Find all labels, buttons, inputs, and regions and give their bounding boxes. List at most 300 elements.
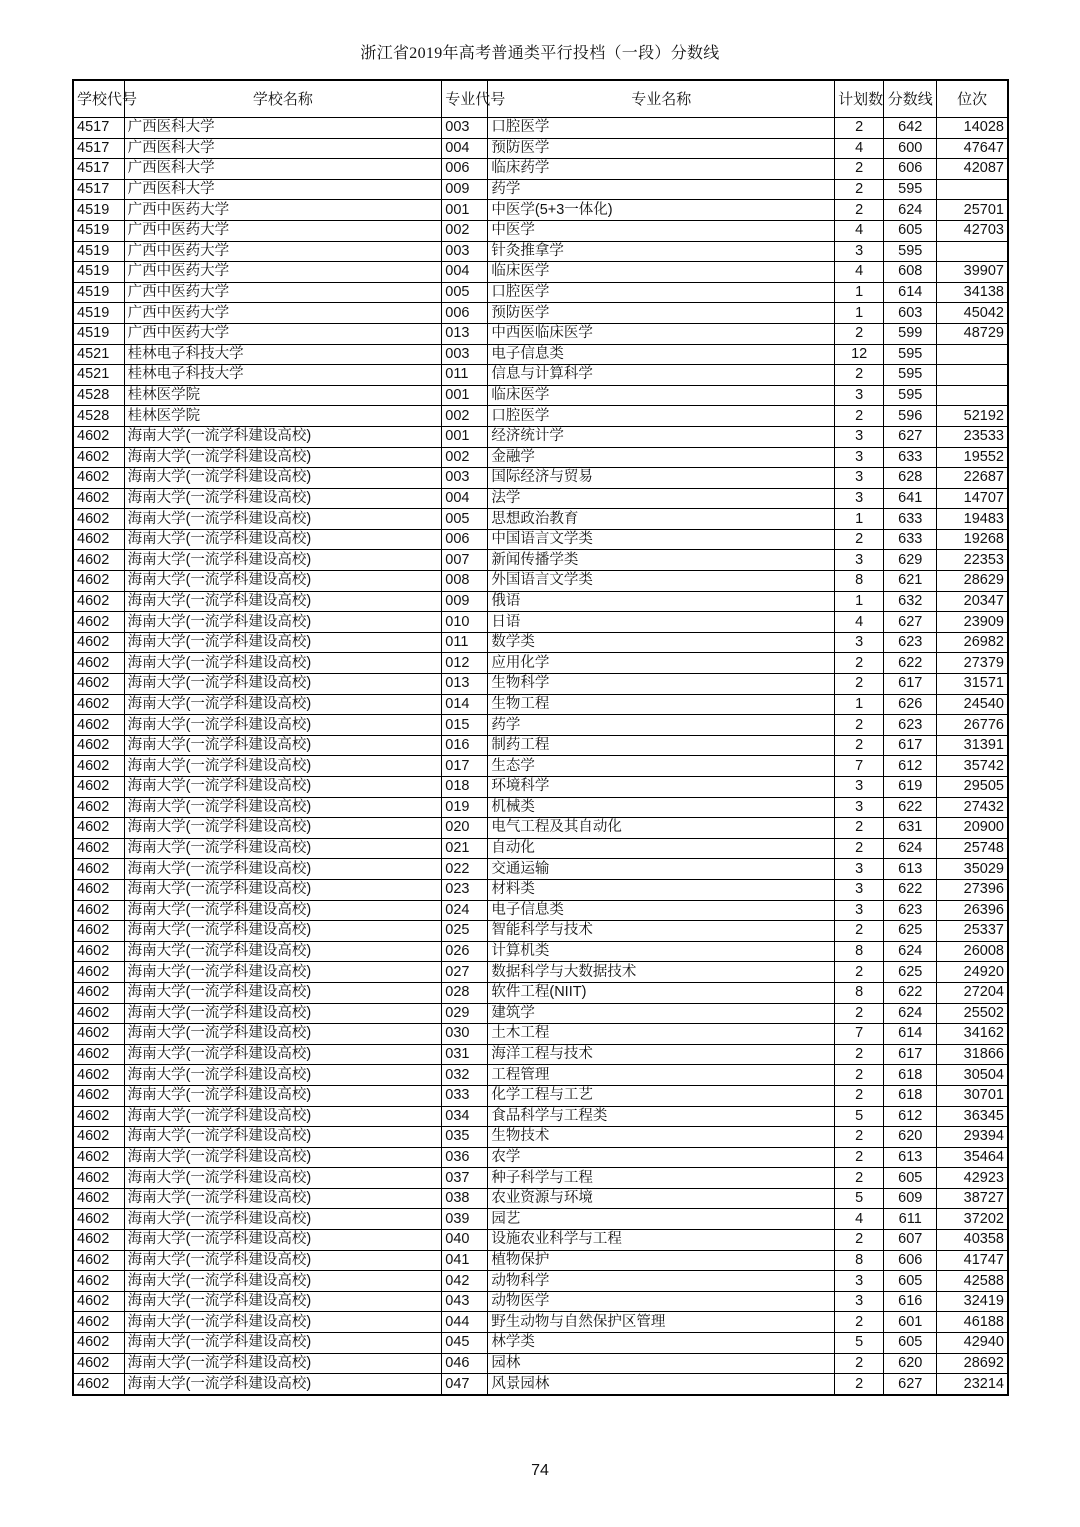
cell-plan: 2 [835,1374,884,1395]
cell-major-code: 017 [442,756,488,777]
cell-score: 612 [884,756,937,777]
cell-rank: 42703 [937,220,1008,241]
cell-school-name: 海南大学(一流学科建设高校) [124,756,442,777]
cell-rank [937,385,1008,406]
cell-school-name: 海南大学(一流学科建设高校) [124,426,442,447]
cell-major-code: 006 [442,159,488,180]
cell-plan: 2 [835,200,884,221]
page-number: 74 [531,1462,549,1479]
cell-school-code: 4602 [73,1353,124,1374]
cell-major-name: 建筑学 [488,1003,835,1024]
table-row [73,735,1008,756]
cell-school-code: 4602 [73,426,124,447]
cell-major-code: 009 [442,179,488,200]
cell-major-code: 003 [442,118,488,139]
cell-major-name: 林学类 [488,1333,835,1354]
cell-school-code: 4602 [73,1250,124,1271]
cell-school-name: 海南大学(一流学科建设高校) [124,859,442,880]
cell-school-code: 4602 [73,879,124,900]
cell-school-code: 4602 [73,1333,124,1354]
cell-plan: 2 [835,1230,884,1251]
cell-school-code: 4602 [73,1188,124,1209]
cell-major-name: 农业资源与环境 [488,1188,835,1209]
cell-major-code: 020 [442,818,488,839]
cell-school-name: 海南大学(一流学科建设高校) [124,879,442,900]
table-row [73,303,1008,324]
cell-plan: 1 [835,303,884,324]
cell-school-name: 海南大学(一流学科建设高校) [124,1250,442,1271]
cell-major-name: 生物科学 [488,674,835,695]
cell-score: 605 [884,220,937,241]
cell-major-code: 043 [442,1291,488,1312]
cell-school-code: 4602 [73,1230,124,1251]
cell-rank: 28629 [937,571,1008,592]
cell-school-name: 海南大学(一流学科建设高校) [124,1353,442,1374]
cell-rank: 28692 [937,1353,1008,1374]
cell-rank: 42923 [937,1168,1008,1189]
cell-plan: 2 [835,715,884,736]
cell-rank: 40358 [937,1230,1008,1251]
cell-school-name: 广西中医药大学 [124,200,442,221]
cell-school-code: 4602 [73,900,124,921]
cell-major-name: 软件工程(NIIT) [488,982,835,1003]
cell-rank: 37202 [937,1209,1008,1230]
cell-major-code: 013 [442,323,488,344]
cell-school-code: 4602 [73,694,124,715]
cell-school-code: 4602 [73,591,124,612]
cell-plan: 8 [835,571,884,592]
cell-plan: 3 [835,797,884,818]
cell-plan: 3 [835,385,884,406]
cell-major-name: 临床医学 [488,385,835,406]
cell-major-name: 化学工程与工艺 [488,1085,835,1106]
cell-rank: 26776 [937,715,1008,736]
cell-major-code: 026 [442,941,488,962]
cell-score: 624 [884,838,937,859]
cell-rank: 42087 [937,159,1008,180]
table-row [73,1271,1008,1292]
cell-plan: 3 [835,447,884,468]
cell-school-code: 4602 [73,1044,124,1065]
cell-major-name: 法学 [488,488,835,509]
cell-score: 620 [884,1127,937,1148]
cell-major-name: 设施农业科学与工程 [488,1230,835,1251]
cell-plan: 4 [835,612,884,633]
cell-school-code: 4602 [73,1085,124,1106]
cell-school-name: 桂林医学院 [124,385,442,406]
cell-major-code: 003 [442,468,488,489]
cell-rank: 26396 [937,900,1008,921]
cell-major-name: 临床药学 [488,159,835,180]
cell-school-code: 4602 [73,982,124,1003]
cell-rank: 14707 [937,488,1008,509]
cell-score: 618 [884,1085,937,1106]
cell-major-code: 022 [442,859,488,880]
cell-score: 613 [884,1147,937,1168]
cell-plan: 7 [835,1024,884,1045]
cell-plan: 3 [835,632,884,653]
cell-rank: 35742 [937,756,1008,777]
cell-plan: 2 [835,962,884,983]
cell-school-name: 海南大学(一流学科建设高校) [124,900,442,921]
cell-school-name: 海南大学(一流学科建设高校) [124,818,442,839]
cell-major-name: 中医学 [488,220,835,241]
cell-score: 617 [884,674,937,695]
cell-score: 627 [884,612,937,633]
cell-school-code: 4602 [73,1374,124,1395]
cell-school-code: 4602 [73,1106,124,1127]
cell-rank: 24920 [937,962,1008,983]
cell-plan: 8 [835,982,884,1003]
cell-score: 611 [884,1209,937,1230]
cell-school-name: 桂林医学院 [124,406,442,427]
cell-major-name: 智能科学与技术 [488,921,835,942]
cell-major-name: 生物工程 [488,694,835,715]
table-row [73,118,1008,139]
cell-score: 606 [884,159,937,180]
cell-major-name: 口腔医学 [488,282,835,303]
cell-major-code: 028 [442,982,488,1003]
cell-rank: 34162 [937,1024,1008,1045]
cell-rank: 39907 [937,262,1008,283]
cell-school-code: 4602 [73,1209,124,1230]
cell-major-code: 002 [442,406,488,427]
cell-school-name: 海南大学(一流学科建设高校) [124,571,442,592]
cell-plan: 2 [835,1065,884,1086]
cell-score: 623 [884,632,937,653]
cell-score: 622 [884,982,937,1003]
table-row [73,200,1008,221]
cell-school-name: 海南大学(一流学科建设高校) [124,797,442,818]
cell-plan: 2 [835,838,884,859]
document-title: 浙江省2019年高考普通类平行投档（一段）分数线 [360,45,720,62]
cell-school-code: 4519 [73,282,124,303]
cell-school-code: 4602 [73,550,124,571]
cell-rank: 25502 [937,1003,1008,1024]
cell-score: 626 [884,694,937,715]
cell-major-name: 电气工程及其自动化 [488,818,835,839]
cell-major-name: 野生动物与自然保护区管理 [488,1312,835,1333]
cell-major-name: 交通运输 [488,859,835,880]
cell-major-name: 金融学 [488,447,835,468]
cell-rank: 42940 [937,1333,1008,1354]
table-row [73,1147,1008,1168]
cell-major-name: 生物技术 [488,1127,835,1148]
cell-score: 642 [884,118,937,139]
cell-major-code: 005 [442,509,488,530]
cell-plan: 3 [835,241,884,262]
cell-plan: 3 [835,1291,884,1312]
cell-school-code: 4519 [73,241,124,262]
table-row [73,447,1008,468]
cell-rank: 32419 [937,1291,1008,1312]
cell-school-code: 4602 [73,1127,124,1148]
cell-rank: 38727 [937,1188,1008,1209]
cell-rank: 20347 [937,591,1008,612]
cell-plan: 3 [835,488,884,509]
cell-major-name: 预防医学 [488,138,835,159]
cell-school-name: 广西中医药大学 [124,241,442,262]
cell-score: 633 [884,509,937,530]
cell-score: 595 [884,241,937,262]
cell-plan: 2 [835,529,884,550]
table-row [73,1333,1008,1354]
cell-major-name: 数据科学与大数据技术 [488,962,835,983]
cell-major-name: 电子信息类 [488,900,835,921]
cell-score: 619 [884,777,937,798]
table-row [73,756,1008,777]
cell-school-code: 4602 [73,447,124,468]
cell-rank: 27204 [937,982,1008,1003]
cell-rank: 34138 [937,282,1008,303]
cell-score: 632 [884,591,937,612]
cell-plan: 2 [835,1312,884,1333]
cell-school-code: 4517 [73,159,124,180]
cell-school-code: 4517 [73,138,124,159]
cell-score: 617 [884,735,937,756]
cell-school-code: 4519 [73,262,124,283]
cell-school-code: 4521 [73,365,124,386]
cell-plan: 12 [835,344,884,365]
cell-school-name: 海南大学(一流学科建设高校) [124,1003,442,1024]
cell-school-name: 广西中医药大学 [124,220,442,241]
cell-score: 625 [884,921,937,942]
header-major-name: 专业名称 [488,80,835,118]
table-row [73,1374,1008,1395]
cell-score: 641 [884,488,937,509]
cell-score: 608 [884,262,937,283]
cell-school-name: 海南大学(一流学科建设高校) [124,962,442,983]
cell-rank: 24540 [937,694,1008,715]
cell-major-code: 011 [442,632,488,653]
cell-school-name: 海南大学(一流学科建设高校) [124,591,442,612]
cell-plan: 3 [835,777,884,798]
cell-plan: 3 [835,468,884,489]
cell-plan: 2 [835,406,884,427]
cell-major-code: 025 [442,921,488,942]
cell-rank: 36345 [937,1106,1008,1127]
cell-score: 622 [884,653,937,674]
cell-school-name: 海南大学(一流学科建设高校) [124,632,442,653]
cell-major-name: 针灸推拿学 [488,241,835,262]
cell-major-code: 010 [442,612,488,633]
cell-school-name: 海南大学(一流学科建设高校) [124,1024,442,1045]
cell-score: 623 [884,900,937,921]
cell-major-code: 001 [442,426,488,447]
cell-plan: 3 [835,900,884,921]
cell-rank [937,344,1008,365]
cell-school-name: 海南大学(一流学科建设高校) [124,921,442,942]
cell-school-code: 4602 [73,818,124,839]
table-row [73,1127,1008,1148]
cell-major-name: 土木工程 [488,1024,835,1045]
table-row [73,1230,1008,1251]
cell-major-name: 信息与计算科学 [488,365,835,386]
cell-major-name: 数学类 [488,632,835,653]
cell-school-code: 4602 [73,1003,124,1024]
cell-school-name: 海南大学(一流学科建设高校) [124,1312,442,1333]
cell-school-code: 4602 [73,1024,124,1045]
cell-school-name: 广西医科大学 [124,159,442,180]
cell-score: 624 [884,941,937,962]
cell-school-name: 海南大学(一流学科建设高校) [124,838,442,859]
cell-plan: 2 [835,653,884,674]
cell-major-name: 新闻传播学类 [488,550,835,571]
cell-major-name: 动物科学 [488,1271,835,1292]
cell-plan: 2 [835,921,884,942]
cell-major-code: 006 [442,529,488,550]
cell-major-name: 风景园林 [488,1374,835,1395]
cell-score: 624 [884,1003,937,1024]
cell-major-name: 中国语言文学类 [488,529,835,550]
cell-school-name: 海南大学(一流学科建设高校) [124,1085,442,1106]
cell-school-code: 4528 [73,406,124,427]
cell-score: 595 [884,385,937,406]
table-row [73,138,1008,159]
cell-score: 617 [884,1044,937,1065]
cell-rank: 31391 [937,735,1008,756]
cell-rank: 20900 [937,818,1008,839]
table-row [73,385,1008,406]
cell-major-name: 思想政治教育 [488,509,835,530]
cell-school-name: 海南大学(一流学科建设高校) [124,1188,442,1209]
cell-major-code: 002 [442,220,488,241]
table-row [73,323,1008,344]
cell-school-name: 广西医科大学 [124,138,442,159]
cell-school-name: 海南大学(一流学科建设高校) [124,1127,442,1148]
cell-rank: 41747 [937,1250,1008,1271]
cell-major-code: 046 [442,1353,488,1374]
table-row [73,365,1008,386]
table-row [73,941,1008,962]
cell-school-name: 海南大学(一流学科建设高校) [124,653,442,674]
cell-major-code: 032 [442,1065,488,1086]
cell-major-code: 003 [442,241,488,262]
cell-plan: 8 [835,1250,884,1271]
cell-plan: 3 [835,426,884,447]
cell-score: 622 [884,797,937,818]
cell-major-code: 039 [442,1209,488,1230]
cell-plan: 2 [835,1127,884,1148]
cell-school-name: 广西医科大学 [124,179,442,200]
cell-major-code: 009 [442,591,488,612]
cell-major-name: 园艺 [488,1209,835,1230]
cell-major-code: 021 [442,838,488,859]
cell-plan: 1 [835,694,884,715]
table-row [73,591,1008,612]
cell-major-code: 035 [442,1127,488,1148]
cell-school-name: 海南大学(一流学科建设高校) [124,1168,442,1189]
cell-score: 600 [884,138,937,159]
cell-major-name: 制药工程 [488,735,835,756]
cell-school-code: 4602 [73,715,124,736]
header-score: 分数线 [884,80,937,118]
table-row [73,468,1008,489]
cell-school-code: 4602 [73,1312,124,1333]
cell-rank: 42588 [937,1271,1008,1292]
cell-plan: 2 [835,323,884,344]
cell-major-name: 环境科学 [488,777,835,798]
cell-school-code: 4602 [73,962,124,983]
table-row [73,921,1008,942]
cell-school-code: 4602 [73,735,124,756]
table-body [73,118,1008,1395]
cell-school-name: 海南大学(一流学科建设高校) [124,1106,442,1127]
cell-plan: 3 [835,1271,884,1292]
table-row [73,653,1008,674]
cell-plan: 1 [835,509,884,530]
table-row [73,1291,1008,1312]
cell-score: 618 [884,1065,937,1086]
cell-major-name: 生态学 [488,756,835,777]
cell-rank: 19552 [937,447,1008,468]
cell-score: 620 [884,1353,937,1374]
cell-rank: 22687 [937,468,1008,489]
header-school-code: 学校代号 [73,80,124,118]
header-rank: 位次 [937,80,1008,118]
cell-major-name: 日语 [488,612,835,633]
cell-school-code: 4602 [73,632,124,653]
table-row [73,529,1008,550]
cell-school-name: 海南大学(一流学科建设高校) [124,674,442,695]
cell-rank: 19268 [937,529,1008,550]
cell-school-name: 海南大学(一流学科建设高校) [124,447,442,468]
cell-major-code: 004 [442,262,488,283]
cell-rank: 25701 [937,200,1008,221]
cell-school-code: 4602 [73,756,124,777]
cell-major-code: 007 [442,550,488,571]
cell-school-code: 4602 [73,838,124,859]
cell-major-name: 中西医临床医学 [488,323,835,344]
cell-school-name: 海南大学(一流学科建设高校) [124,1291,442,1312]
cell-school-code: 4519 [73,200,124,221]
cell-rank: 23909 [937,612,1008,633]
cell-school-code: 4602 [73,612,124,633]
header-major-code: 专业代号 [442,80,488,118]
cell-score: 628 [884,468,937,489]
cell-rank: 26982 [937,632,1008,653]
cell-major-code: 031 [442,1044,488,1065]
cell-plan: 2 [835,1003,884,1024]
cell-score: 631 [884,818,937,839]
admission-score-table [72,79,1009,1396]
table-row [73,982,1008,1003]
cell-score: 625 [884,962,937,983]
cell-major-name: 海洋工程与技术 [488,1044,835,1065]
cell-school-code: 4517 [73,118,124,139]
cell-score: 612 [884,1106,937,1127]
table-row [73,962,1008,983]
cell-major-code: 001 [442,385,488,406]
cell-major-name: 药学 [488,179,835,200]
table-row [73,715,1008,736]
table-row [73,282,1008,303]
cell-rank: 23214 [937,1374,1008,1395]
table-row [73,797,1008,818]
cell-major-code: 041 [442,1250,488,1271]
header-plan: 计划数 [835,80,884,118]
cell-major-name: 植物保护 [488,1250,835,1271]
cell-school-name: 海南大学(一流学科建设高校) [124,1271,442,1292]
table-row [73,571,1008,592]
cell-major-code: 011 [442,365,488,386]
cell-score: 609 [884,1188,937,1209]
cell-major-name: 农学 [488,1147,835,1168]
table-row [73,220,1008,241]
cell-major-name: 外国语言文学类 [488,571,835,592]
table-row [73,262,1008,283]
table-row [73,406,1008,427]
